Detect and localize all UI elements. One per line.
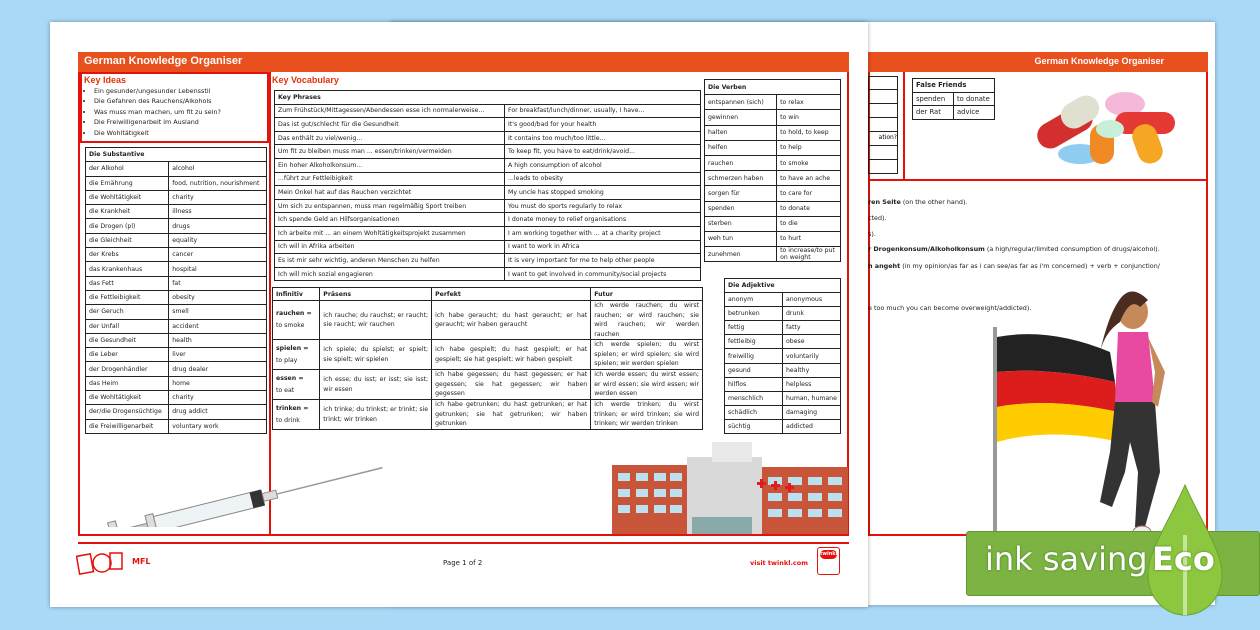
table-cell: die Wohltätigkeit [86, 391, 169, 405]
divider [903, 72, 905, 180]
key-ideas-list [84, 86, 221, 138]
infinitive-cell [273, 370, 320, 400]
page2-line [868, 245, 1160, 253]
table-header [705, 80, 841, 95]
table-cell: cancer [169, 248, 267, 262]
table-row [86, 419, 267, 433]
table-cell: to donate [777, 201, 841, 216]
table-cell: drunk [783, 307, 841, 321]
table-row [725, 307, 841, 321]
table-cell: hilflos [725, 377, 783, 391]
table-cell: die Fettleibigkeit [86, 290, 169, 304]
infinitive-cell [273, 400, 320, 430]
table-cell: Perfekt [432, 288, 591, 301]
twinkl-link[interactable]: visit twinkl.com [750, 559, 809, 567]
table-row [275, 118, 701, 132]
page2-line [868, 198, 967, 206]
table-row [86, 176, 267, 190]
table-cell: ich spiele; du spielst; er spielt; sie spielt; wir spielen [320, 340, 432, 370]
table-cell: Das enthält zu viel/wenig... [275, 131, 505, 145]
table-row [275, 199, 701, 213]
page-1 [50, 22, 868, 607]
line-text: s). [868, 230, 876, 238]
table-row [86, 391, 267, 405]
table-cell: das Heim [86, 376, 169, 390]
table-row [725, 349, 841, 363]
table-row [275, 158, 701, 172]
table-row [705, 216, 841, 231]
table-cell: charity [169, 391, 267, 405]
table-cell: health [169, 333, 267, 347]
table-row [725, 405, 841, 419]
table-cell: Futur [591, 288, 703, 301]
meaning: to smoke [276, 322, 305, 329]
table-row [275, 213, 701, 227]
table-cell: False Friends [913, 79, 995, 93]
page2-header: German Knowledge Organiser [868, 52, 1208, 72]
verb: trinken = [276, 404, 309, 412]
table-cell: die Gesundheit [86, 333, 169, 347]
table-cell: die Ernährung [86, 176, 169, 190]
page-number: Page 1 of 2 [443, 559, 483, 567]
table-cell: It contains too much/too little... [505, 131, 701, 145]
table-cell: illness [169, 205, 267, 219]
table-row [275, 226, 701, 240]
key-vocab-title: Key Vocabulary [272, 75, 339, 85]
table-cell: charity [169, 190, 267, 204]
table-row [86, 348, 267, 362]
table-cell: menschlich [725, 391, 783, 405]
table-cell: accident [169, 319, 267, 333]
verb: rauchen = [276, 310, 312, 317]
table-cell: Zum Frühstück/Mittagessen/Abendessen esse ich normalerweise... [275, 104, 505, 118]
table-row [86, 205, 267, 219]
table-row [273, 301, 703, 340]
line-text: (on the other hand). [900, 198, 968, 206]
table-cell: addicted [783, 419, 841, 433]
table-cell: die Gleichheit [86, 233, 169, 247]
table-cell: ich esse; du isst; er isst; sie isst; wir essen [320, 370, 432, 400]
ink-saving-label: ink saving [985, 540, 1148, 578]
table-cell: hospital [169, 262, 267, 276]
table-row [275, 172, 701, 186]
table-row [725, 419, 841, 433]
table-cell: ich habe gespielt; du hast gespielt; er hat gespielt; sie hat gespielt; wir haben gespielt [432, 340, 591, 370]
table-cell: betrunken [725, 307, 783, 321]
line-text: cted). [868, 214, 887, 222]
table-cell: to hurt [777, 231, 841, 246]
table-cell: Ein hoher Alkoholkonsum... [275, 158, 505, 172]
table-cell: entspannen (sich) [705, 95, 777, 110]
table-row [86, 362, 267, 376]
table-cell: Präsens [320, 288, 432, 301]
key-ideas-title: Key Ideas [84, 75, 127, 85]
table-cell: advice [954, 106, 995, 120]
table-cell: Ich will mich sozial engagieren [275, 267, 505, 281]
table-cell: Ich arbeite mit ... an einem Wohltätigkeitsprojekt zusammen [275, 226, 505, 240]
table-cell: It is very important for me to help other people [505, 254, 701, 268]
table-cell: ich habe gegessen; du hast gegessen; er hat gegessen; sie hat gegessen; wir haben gegessen [432, 370, 591, 400]
table-cell: der Rat [913, 106, 954, 120]
mfl-logo-icon [76, 549, 126, 577]
table-cell: rauchen [705, 155, 777, 170]
table-cell: obesity [169, 290, 267, 304]
bold-phrase: r Drogenkonsum/Alkoholkonsum [868, 245, 985, 253]
table-row [86, 233, 267, 247]
table-cell: equality [169, 233, 267, 247]
table-row [705, 95, 841, 110]
key-idea-item: • Die Freiwilligenarbeit im Ausland [94, 117, 221, 127]
table-row [86, 333, 267, 347]
table-cell: anonymous [783, 293, 841, 307]
table-cell: damaging [783, 405, 841, 419]
table-cell: obese [783, 335, 841, 349]
table-header [725, 279, 841, 293]
table-cell: A high consumption of alcohol [505, 158, 701, 172]
table-cell: halten [705, 125, 777, 140]
table-row [86, 248, 267, 262]
bold-phrase: ren Seite [868, 198, 901, 206]
table-cell: to donate [954, 92, 995, 106]
table-cell: smell [169, 305, 267, 319]
table-cell: anonym [725, 293, 783, 307]
table-cell: Infinitiv [273, 288, 320, 301]
table-cell: Key Phrases [275, 91, 701, 105]
table-cell: You must do sports regularly to relax [505, 199, 701, 213]
verb: spielen = [276, 344, 309, 352]
table-cell: liver [169, 348, 267, 362]
page-title: German Knowledge Organiser [78, 52, 849, 72]
bold-phrase: h angeht [868, 262, 901, 270]
table-row [275, 186, 701, 200]
key-idea-item: • Ein gesunder/ungesunder Lebensstil [94, 86, 221, 96]
table-row [273, 400, 703, 430]
table-cell: to relax [777, 95, 841, 110]
table-cell: ich habe geraucht; du hast geraucht; er hat geraucht; wir haben geraucht [432, 301, 591, 340]
page2-line [868, 214, 887, 222]
table-cell: to care for [777, 186, 841, 201]
table-cell: ...führt zur Fettleibigkeit [275, 172, 505, 186]
footer-subject: MFL [132, 557, 151, 566]
table-row [725, 321, 841, 335]
table-cell: Um fit zu bleiben muss man ... essen/trinken/vermeiden [275, 145, 505, 159]
adjektive-table [724, 278, 841, 434]
key-idea-item: • Die Wohltätigkeit [94, 128, 221, 138]
table-row [913, 106, 995, 120]
table-cell: to die [777, 216, 841, 231]
partial-cell: ation? [868, 132, 898, 146]
table-cell: spenden [913, 92, 954, 106]
key-idea-item: • Was muss man machen, um fit zu sein? [94, 107, 221, 117]
verben-table [704, 79, 841, 262]
table-cell: drug dealer [169, 362, 267, 376]
table-cell: sorgen für [705, 186, 777, 201]
table-header [913, 79, 995, 93]
table-row [275, 131, 701, 145]
table-row [705, 155, 841, 170]
table-cell: It's good/bad for your health [505, 118, 701, 132]
substantive-table [85, 147, 267, 434]
table-cell: helfen [705, 140, 777, 155]
table-cell: das Krankenhaus [86, 262, 169, 276]
table-cell: ich werde essen; du wirst essen; er wird essen; sie wird essen; wir werden essen [591, 370, 703, 400]
table-cell: das Fett [86, 276, 169, 290]
table-cell: For breakfast/lunch/dinner, usually, I have... [505, 104, 701, 118]
table-cell: der Unfall [86, 319, 169, 333]
table-row [275, 254, 701, 268]
table-row [86, 219, 267, 233]
table-header [275, 91, 701, 105]
table-cell: die Wohltätigkeit [86, 190, 169, 204]
line-text: e too much you can become overweight/addicted). [868, 304, 1032, 312]
table-cell: Die Adjektive [725, 279, 841, 293]
table-cell: ich werde rauchen; du wirst rauchen; er wird rauchen; sie wird rauchen; wir werden rauchen [591, 301, 703, 340]
table-cell: Ich spende Geld an Hilfsorganisationen [275, 213, 505, 227]
line-text: (a high/regular/limited consumption of drugs/alcohol). [984, 245, 1160, 253]
table-cell: die Krankheit [86, 205, 169, 219]
table-cell: to win [777, 110, 841, 125]
table-cell: sterben [705, 216, 777, 231]
table-cell: gesund [725, 363, 783, 377]
table-cell: helpless [783, 377, 841, 391]
infinitive-cell [273, 340, 320, 370]
pills-image [1030, 84, 1180, 169]
table-cell: zunehmen [705, 247, 777, 262]
table-cell: To keep fit, you have to eat/drink/avoid... [505, 145, 701, 159]
table-cell: I am working together with ... at a charity project [505, 226, 701, 240]
page2-line [868, 230, 876, 238]
table-cell: alcohol [169, 162, 267, 176]
syringe-image [98, 447, 388, 527]
table-cell: to have an ache [777, 171, 841, 186]
table-cell: I want to get involved in community/social projects [505, 267, 701, 281]
table-row [86, 319, 267, 333]
table-row [705, 247, 841, 262]
table-cell: ich werde trinken; du wirst trinken; er wird trinken; sie wird trinken; wir werden trinken [591, 400, 703, 430]
table-cell: home [169, 376, 267, 390]
key-phrases-table [274, 90, 701, 281]
table-cell: gewinnen [705, 110, 777, 125]
table-cell: ich trinke; du trinkst; er trinkt; sie trinkt; wir trinken [320, 400, 432, 430]
table-cell: ich werde spielen; du wirst spielen; er wird spielen; sie wird spielen; wir werden spielen [591, 340, 703, 370]
footer-rule [78, 542, 849, 544]
table-row [86, 376, 267, 390]
meaning: to play [276, 356, 298, 364]
table-row [86, 190, 267, 204]
table-cell: weh tun [705, 231, 777, 246]
table-row [86, 305, 267, 319]
table-cell: die Drogen (pl) [86, 219, 169, 233]
table-cell: die Leber [86, 348, 169, 362]
eco-badge-label: Eco [1152, 540, 1215, 578]
table-cell: fat [169, 276, 267, 290]
table-row [86, 276, 267, 290]
table-cell: ich habe getrunken; du hast getrunken; er hat getrunken; sie hat getrunken; wir haben getrunken [432, 400, 591, 430]
table-header [86, 148, 267, 162]
table-row [725, 391, 841, 405]
page2-partial-table [868, 76, 898, 186]
table-cell: freiwillig [725, 349, 783, 363]
tenses-table [272, 287, 703, 430]
table-cell: drug addict [169, 405, 267, 419]
table-cell: fatty [783, 321, 841, 335]
table-cell: fettig [725, 321, 783, 335]
table-row [705, 125, 841, 140]
table-row [725, 293, 841, 307]
table-row [705, 140, 841, 155]
table-cell: to hold, to keep [777, 125, 841, 140]
false-friends-table [912, 78, 995, 120]
table-cell: Ich will in Afrika arbeiten [275, 240, 505, 254]
table-row [273, 370, 703, 400]
table-cell: der Geruch [86, 305, 169, 319]
table-cell: to increase/to put on weight [777, 247, 841, 262]
table-cell: die Freiwilligenarbeit [86, 419, 169, 433]
table-header [273, 288, 703, 301]
infinitive-cell [273, 301, 320, 340]
table-cell: Die Substantive [86, 148, 267, 162]
table-cell: schmerzen haben [705, 171, 777, 186]
table-row [725, 377, 841, 391]
table-row [273, 340, 703, 370]
table-row [86, 262, 267, 276]
table-cell: Es ist mir sehr wichtig, anderen Menschen zu helfen [275, 254, 505, 268]
hospital-image [612, 437, 848, 534]
table-row [275, 145, 701, 159]
key-idea-item: • Die Gefahren des Rauchens/Alkohols [94, 96, 221, 106]
table-cell: food, nutrition, nourishment [169, 176, 267, 190]
table-cell: My uncle has stopped smoking [505, 186, 701, 200]
table-row [275, 267, 701, 281]
table-cell: drugs [169, 219, 267, 233]
table-cell: der/die Drogensüchtige [86, 405, 169, 419]
table-row [86, 162, 267, 176]
line-text: (in my opinion/as far as i can see/as far as i'm concerned) + verb + conjunction/ [900, 262, 1160, 270]
verb: essen = [276, 374, 304, 382]
table-cell: Das ist gut/schlecht für die Gesundheit [275, 118, 505, 132]
table-cell: der Alkohol [86, 162, 169, 176]
meaning: to drink [276, 416, 300, 424]
table-cell: I want to work in Africa [505, 240, 701, 254]
table-cell: to smoke [777, 155, 841, 170]
table-row [86, 290, 267, 304]
table-row [705, 186, 841, 201]
table-cell: der Drogenhändler [86, 362, 169, 376]
table-cell: Die Verben [705, 80, 841, 95]
table-cell: voluntary work [169, 419, 267, 433]
twinkl-logo: twinkl [817, 547, 840, 575]
table-row [86, 405, 267, 419]
meaning: to eat [276, 386, 295, 394]
table-row [705, 171, 841, 186]
table-row [725, 363, 841, 377]
table-cell: human, humane [783, 391, 841, 405]
table-row [705, 231, 841, 246]
table-cell: süchtig [725, 419, 783, 433]
divider [868, 179, 1208, 181]
table-cell: Um sich zu entspannen, muss man regelmäßig Sport treiben [275, 199, 505, 213]
table-cell: voluntarily [783, 349, 841, 363]
table-cell: healthy [783, 363, 841, 377]
table-row [275, 104, 701, 118]
table-cell: spenden [705, 201, 777, 216]
table-cell: ...leads to obesity [505, 172, 701, 186]
table-row [705, 110, 841, 125]
page2-line [868, 262, 1160, 270]
table-row [913, 92, 995, 106]
table-cell: der Krebs [86, 248, 169, 262]
table-row [275, 240, 701, 254]
table-cell: schädlich [725, 405, 783, 419]
table-cell: I donate money to relief organisations [505, 213, 701, 227]
table-cell: fettleibig [725, 335, 783, 349]
table-cell: ich rauche; du rauchst; er raucht; sie raucht; wir rauchen [320, 301, 432, 340]
table-row [705, 201, 841, 216]
table-cell: Mein Onkel hat auf das Rauchen verzichtet [275, 186, 505, 200]
table-row [725, 335, 841, 349]
table-cell: to help [777, 140, 841, 155]
